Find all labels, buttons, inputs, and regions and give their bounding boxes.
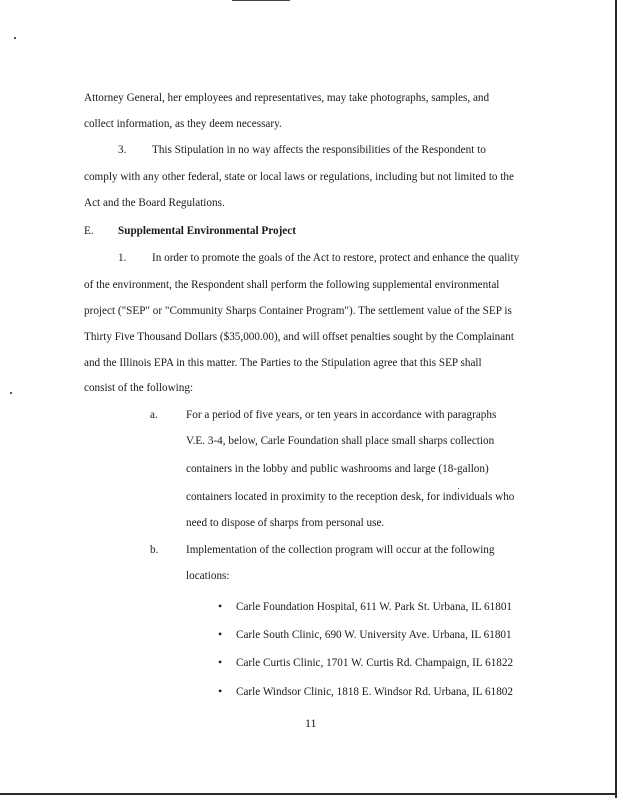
continuation-line-1: Attorney General, her employees and representatives, may take photographs, samples, and bbox=[84, 92, 490, 104]
item-a-label: a. bbox=[150, 409, 158, 421]
item-b-label: b. bbox=[150, 544, 159, 556]
scan-speck bbox=[14, 37, 16, 39]
scan-edge-top bbox=[232, 0, 290, 1]
item-a-line-2: V.E. 3-4, below, Carle Foundation shall place small sharps collection bbox=[186, 435, 495, 447]
para1-line-6: consist of the following: bbox=[84, 382, 194, 394]
para1-line-4: Thirty Five Thousand Dollars ($35,000.00), and will offset penalties sought by the Complainant bbox=[84, 331, 514, 343]
item-a-line-4: containers located in proximity to the reception desk, for individuals who bbox=[186, 491, 515, 503]
para3-line-2: comply with any other federal, state or local laws or regulations, including but not limited to the bbox=[84, 171, 514, 183]
scan-edge-bottom bbox=[0, 793, 617, 795]
bullet-icon: • bbox=[218, 627, 223, 641]
item-b-line-1: Implementation of the collection program will occur at the following bbox=[186, 544, 495, 556]
page-number: 11 bbox=[305, 716, 317, 730]
bullet-icon: • bbox=[218, 684, 223, 698]
continuation-line-2: collect information, as they deem necessary. bbox=[84, 118, 282, 130]
section-e-letter: E. bbox=[84, 225, 94, 237]
para3-line-1: This Stipulation in no way affects the responsibilities of the Respondent to bbox=[152, 144, 486, 156]
location-item: Carle Windsor Clinic, 1818 E. Windsor Rd. Urbana, IL 61802 bbox=[236, 686, 513, 698]
location-item: Carle South Clinic, 690 W. University Ave. Urbana, IL 61801 bbox=[236, 629, 512, 641]
item-b-line-2: locations: bbox=[186, 570, 230, 582]
item-a-line-3: containers in the lobby and public washrooms and large (18-gallon) bbox=[186, 463, 489, 475]
location-item: Carle Curtis Clinic, 1701 W. Curtis Rd. Champaign, IL 61822 bbox=[236, 657, 514, 669]
scan-speck bbox=[10, 392, 12, 394]
bullet-icon: • bbox=[218, 599, 223, 613]
para1-line-3: project ("SEP" or "Community Sharps Container Program"). The settlement value of the SEP is bbox=[84, 305, 512, 317]
item-a-line-1: For a period of five years, or ten years in accordance with paragraphs bbox=[186, 409, 497, 421]
bullet-icon: • bbox=[218, 655, 223, 669]
scan-speck bbox=[458, 488, 459, 489]
para1-line-1: In order to promote the goals of the Act to restore, protect and enhance the quality bbox=[152, 252, 520, 264]
para1-line-2: of the environment, the Respondent shall perform the following supplemental environmental bbox=[84, 279, 500, 291]
item-a-line-5: need to dispose of sharps from personal use. bbox=[186, 517, 385, 529]
section-e-heading: Supplemental Environmental Project bbox=[118, 225, 296, 237]
location-item: Carle Foundation Hospital, 611 W. Park St. Urbana, IL 61801 bbox=[236, 601, 513, 613]
para1-number: 1. bbox=[118, 252, 127, 264]
scan-edge-right bbox=[615, 0, 617, 798]
para1-line-5: and the Illinois EPA in this matter. The Parties to the Stipulation agree that this SEP shall bbox=[84, 357, 482, 369]
para3-line-3: Act and the Board Regulations. bbox=[84, 197, 225, 209]
para3-number: 3. bbox=[118, 144, 127, 156]
